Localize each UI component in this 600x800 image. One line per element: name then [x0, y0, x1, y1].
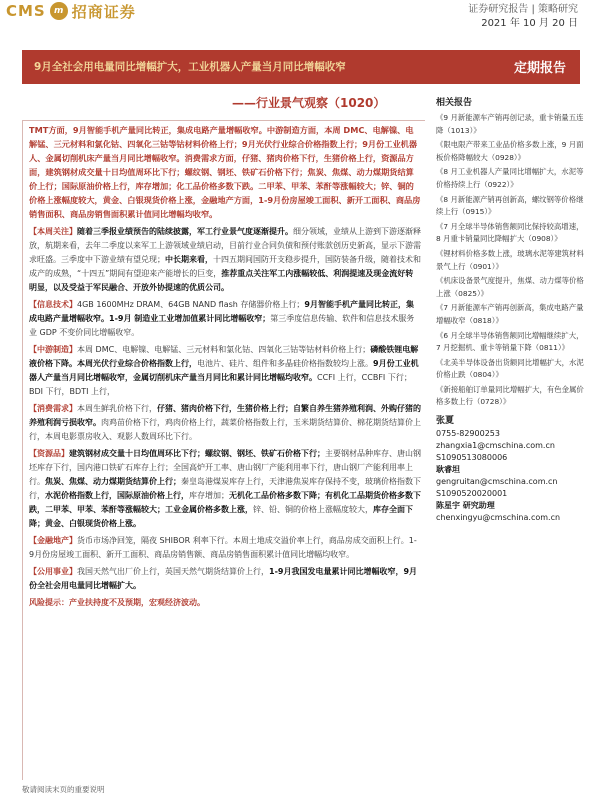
- section-tag: 【信息技术】: [29, 300, 77, 309]
- analyst-name: 耿睿坦: [436, 465, 460, 475]
- report-type: 证券研究报告 | 策略研究: [468, 4, 578, 15]
- footer-note: 敬请阅读末页的重要说明: [22, 785, 105, 794]
- company-logo: [6, 0, 136, 22]
- section-focus: 【本周关注】随着三季报业绩预告的陆续披露，军工行业景气度逐渐提升。细分领域，业绩从上游到下游逐渐释放，航期来看，去年二季度以来军工上游领域业绩启动，目前行业合同负债和预付账款创历史新高，显示下游需求旺盛。三季度中下游业绩有望兑现；中长期来看，十四五期间国防开支稳步提升，国防装备升级，随着技术和成产的成熟，“十四五”期间有望迎来产能增长的巨变，推荐重点关注军工内涨幅较低、利润提速及现金流好转明显，以及受益于军民融合、开放外协提速的优质公司。: [29, 227, 421, 292]
- related-report-link[interactable]: 《新接船舶订单量同比增幅扩大，有色金属价格多数上行（0728）》: [436, 384, 584, 407]
- sidebar: [436, 95, 586, 795]
- section-utilities: 【公用事业】我国天然气出厂价上行，英国天然气期货结算价上行，1-9月我国发电量累计同比增幅收窄，9月份全社会用电量同比增幅扩大。: [29, 567, 418, 590]
- section-resources: 【资源品】建筑钢材成交量十日均值周环比下行；螺纹钢、钢坯、铁矿石价格下行；主要钢材品种库存、唐山钢坯库存下行，国内港口铁矿石库存上行；全国高炉开工率、唐山钢厂产能利用率下行，唐山钢厂产能利用率上行。焦炭、焦煤、动力煤期货结算价上行；秦皇岛港煤炭库存上行，天津港焦炭库存保持不变，玻璃价格指数下行，水泥价格指数上行，国际原油价格上行，库存增加；无机化工品价格多数下降；有机化工品期货价格多数下跌，二甲苯、甲苯、苯酐等涨幅较大；工业金属价格多数上涨，锌、铅、铜的价格上涨幅度较大，库存全面下降；黄金、白银现货价格上涨。: [29, 449, 421, 528]
- title-banner: [22, 50, 580, 84]
- report-category: 定期报告: [513, 61, 566, 76]
- section-tag: 【资源品】: [29, 449, 69, 458]
- analyst-name: 张夏: [436, 416, 455, 427]
- analyst-phone: 0755-82900253: [436, 429, 500, 439]
- section-tag: 【金融地产】: [29, 536, 77, 545]
- related-report-link[interactable]: 《7 月新能源车产销再创新高，集成电路产量增幅收窄（0818）》: [436, 303, 584, 325]
- risk-warning: 风险提示：产业扶持度不及预期，宏观经济波动。: [29, 598, 205, 607]
- related-report-link[interactable]: 《8 月工业机器人产量同比增幅扩大，水泥等价格持续上行（0922）》: [436, 167, 584, 189]
- section-midstream-manufacturing: 【中游制造】本周 DMC、电解镍、电解锰、三元材料和氯化钴、四氧化三钴等钴材料价格上行；磷酸铁锂电解液价格下降。本周光伏行业综合价格指数上行，电池片、硅片、组件和多晶硅价格指数较均上涨。9月份工业机器人产量当月同比增幅收窄，金属切削机床产量当月同比和累计同比增幅均收窄。CCFI 上行，CCBFI 下行；BDI 下行，BDTI 上行，: [29, 345, 419, 396]
- related-report-link[interactable]: 《7 月全球半导体销售额同比保持较高增速，8 月重卡销量同比降幅扩大（0908）》: [436, 221, 584, 244]
- analyst-license: S1090520020001: [436, 489, 508, 499]
- analyst-email[interactable]: zhangxia1@cmschina.com.cn: [436, 441, 555, 451]
- analyst-email[interactable]: gengruitan@cmschina.com.cn: [436, 477, 558, 487]
- related-report-link[interactable]: 《9 月新能源车产销再创记录，重卡销量五连降（1013）》: [436, 113, 584, 135]
- logo-cms-text: CMS: [6, 2, 46, 20]
- report-date: 2021 年 10 月 20 日: [481, 18, 578, 29]
- related-report-link[interactable]: 《8 月新能源产销再创新高，螺纹钢等价格继续上行（0915）》: [436, 194, 584, 217]
- related-report-link[interactable]: 《6 月全球半导体销售额同比增幅继续扩大，7 月挖掘机、重卡等销量下降（0811）》: [436, 330, 584, 353]
- section-finance-realestate: 【金融地产】货币市场净回笼，隔夜 SHIBOR 利率下行。本周土地成交溢价率上行，商品房成交面积上行。1-9月份房屋竣工面积、新开工面积、商品房销售额、商品房销售面积累计值同比增幅均收窄。: [29, 536, 417, 559]
- related-report-link[interactable]: 《限电限产带来工业品价格多数上涨，9 月面板价格降幅较大（0928）》: [436, 140, 584, 162]
- analyst-license: S1090513080006: [436, 453, 508, 463]
- analyst-name: 陈星宇 研究助理: [436, 501, 495, 511]
- report-title: 9月全社会用电量同比增幅扩大，工业机器人产量当月同比增幅收窄: [34, 61, 346, 73]
- report-subtitle: ——行业景气观察（1020）: [232, 96, 386, 110]
- related-report-link[interactable]: 《机床设备景气度提升，焦煤、动力煤等价格上涨（0825）》: [436, 276, 584, 298]
- section-tag: 【中游制造】: [29, 345, 77, 354]
- summary-paragraph: TMT方面，9月智能手机产量同比转正，集成电路产量增幅收窄。中游制造方面，本周 DMC、电解镍、电解锰、三元材料和氯化钴、四氧化三钴等钴材料价格上行；9月光伏行业综合价格指数上行；9月份工业机器人、金属切削机床产量当月同比增幅收窄。消费需求方面，仔猪、猪肉价格下行，生猪价格上行，资源品方面，建筑钢材成交量十日均值周环比下行；螺纹钢、钢坯、铁矿石价格下行；焦炭、焦煤、动力煤期货结算价上行；国际原油价格上行，库存增加；化工品价格多数下跌。二甲苯、甲苯、苯酐等涨幅较大；锌、铜的价格上涨幅度较大，黄金、白银现货价格上涨，金融地产方面，1-9月份房屋竣工面积、新开工面积、商品房销售面积、商品房销售面积累计值同比增幅均收窄。: [29, 125, 421, 219]
- analyst-email[interactable]: chenxingyu@cmschina.com.cn: [436, 513, 561, 523]
- section-tag: 【消费需求】: [29, 404, 77, 413]
- section-consumer-demand: 【消费需求】本周生鲜乳价格下行，仔猪、猪肉价格下行，生猪价格上行；自繁自养生猪养殖利润、外购仔猪的养殖利润亏损收窄。肉鸡苗价格下行，鸡肉价格上行，蔬菜价格指数上行，玉米期货结算价、棉花期货结算价上行，本周电影票房收入、观影人数周环比下行。: [29, 404, 421, 441]
- main-content: [22, 120, 425, 780]
- logo-mark-icon: m: [50, 2, 68, 20]
- section-tag: 【本周关注】: [29, 227, 77, 236]
- related-reports-list: [436, 112, 586, 409]
- section-tag: 【公用事业】: [29, 567, 77, 576]
- analyst-block: [436, 413, 586, 524]
- related-report-link[interactable]: 《锂材料价格多数上涨，玻璃水泥等建筑材料景气上行（0901）》: [436, 248, 584, 271]
- section-info-tech: 【信息技术】4GB 1600MHz DRAM、64GB NAND flash 存储器价格上行；9月智能手机产量同比转正，集成电路产量增幅收窄。1-9月 制造业工业增加值累计同比增幅收窄；第三季度信息传输、软件和信息技术服务业 GDP 不变价同比增幅收窄。: [29, 300, 415, 337]
- related-report-link[interactable]: 《北美半导体设备出货额同比增幅扩大，水泥价格止跌（0804）》: [436, 357, 584, 380]
- related-reports-heading: 相关报告: [436, 98, 473, 108]
- report-header: [0, 0, 600, 50]
- logo-chinese-text: 招商证券: [71, 2, 136, 21]
